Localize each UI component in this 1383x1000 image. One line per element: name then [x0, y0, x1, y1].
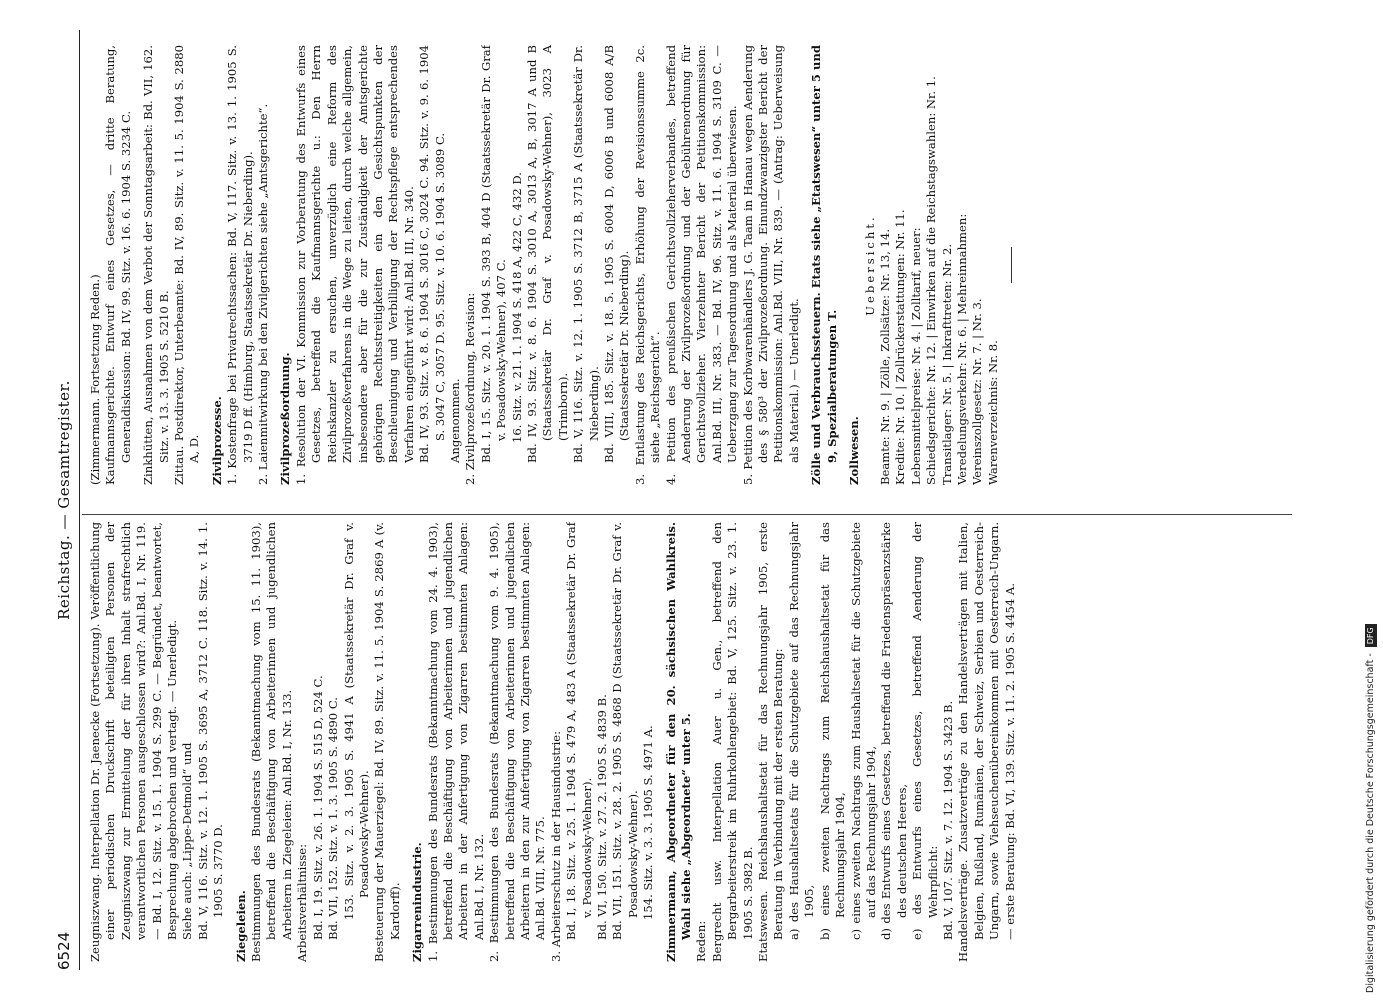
citation: Bd. I, 18. Sitz. v. 25. 1. 1904 S. 479 A, 483 A (Staatssekretär Dr. Graf v. Posadowsky-Wehner). [564, 522, 594, 940]
overview-row: Vereinszollgesetz: Nr. 7. | Nr. 3. [970, 298, 985, 485]
subheading: Reden: [694, 920, 709, 962]
list-item: a) des Haushaltsetats für die Schutzgebiete auf das Rechnungsjahr 1905, [786, 522, 817, 940]
subheading: Arbeitsverhältnisse: [295, 843, 310, 962]
entry-text: Etatswesen. Reichshaushaltsetat für das Rechnungsjahr 1905, erste Beratung in Verbindung mit der ersten Beratung: [756, 522, 786, 962]
entry-zittau: Zittau. Postdirektor, Unterbeamte: Bd. IV, 89. Sitz. v. 11. 5. 1904 S. 2880 A, D. [172, 45, 202, 485]
overview-row: Beamte: Nr. 9. | Zölle, Zollsätze: Nr. 13, 14. [877, 228, 892, 485]
citation: Bd. I, 15. Sitz. v. 20. 1. 1904 S. 393 B, 404 D (Staatssekretär Dr. Graf v. Posadowsky-Wehner), 407 C. [478, 45, 509, 463]
heading-zivilprozesse: Zivilprozesse. [209, 396, 224, 485]
entry-text: Handelsverträge. Zusatzverträge zu den Handelsverträgen mit Italien, Belgien, Rußland, Rumänien, der Schweiz, Serbien und Oesterreich-Ungarn, sowie Viehseuchenübereinkommen mit Oesterreich-Ungarn. — erste Beratung: Bd. VI, 139. Sitz. v. 11. 2. 1905 S. 4454 A. [956, 522, 1017, 962]
heading-zollwesen: Zollwesen. [847, 416, 862, 485]
numbered-item: 2. Zivilprozeßordnung, Revision: [463, 292, 478, 485]
citation: Bd. V, 107. Sitz. v. 7. 12. 1904 S. 3423 B. [940, 700, 955, 940]
overview-row: Warenverzeichnis: Nr. 8. [985, 340, 1000, 485]
watermark-text: Digitalisierung gefördert durch die Deutsche Forschungsgemeinschaft - [1365, 653, 1376, 993]
entry-zinkhuetten: Zinkhütten, Ausnahmen von dem Verbot der Sonntagsarbeit: Bd. VII, 162. Sitz. v. 13. 3. 1905 S. 5210 B. [141, 45, 171, 485]
overview-row: Veredelungsverkehr: Nr. 6. | Mehreinnahmen: [954, 213, 969, 485]
continuation-heading: (Zimmermann. Fortsetzung Reden.) [88, 274, 102, 485]
numbered-item: 1. Bestimmungen des Bundesrats (Bekanntmachung vom 24. 4. 1903), betreffend die Beschäftigung von Arbeiterinnen und jugendlichen Arbeitern in der Anfertigung von Zigarren bestimmten Anlagen: Anl.Bd. I, Nr. 132. [425, 522, 486, 962]
status-text: Angenommen. [447, 378, 462, 463]
citation: Bd. VII, 151. Sitz. v. 28. 2. 1905 S. 4868 D (Staatssekretär Dr. Graf v. Posadowsky-Wehner). [610, 522, 640, 940]
overview-row: Schiedsgerichte: Nr. 12. | Einwirken auf die Reichstagswahlen: Nr. 1. [924, 76, 939, 485]
numbered-item: 2. Laienmitwirkung bei den Zivilgerichten siehe „Amtsgerichte“. [256, 103, 271, 485]
numbered-item: 1. Resolution der VI. Kommission zur Vorberatung des Entwurfs eines Gesetzes, betreffend die Kaufmannsgerichte u.: Den Herrn Reichskanzler zu ersuchen, unverzüglich eine Reform des Zivilprozeßverfahrens in die Wege zu leiten, durch welche allgemein, insbesondere aber für die zur Zuständigkeit der Amtsgerichte gehörigen Rechtsstreitigkeiten ein den Gesichtspunkten der Beschleunigung und Verbilligung der Rechtspflege entsprechendes Verfahren eingeführt wird: Anl.Bd. III, Nr. 340. [293, 45, 416, 485]
page-title: Reichstag. — Gesamtregister. [55, 380, 73, 620]
overview-heading: Uebersicht. [862, 214, 877, 316]
numbered-item: 3. Entlastung des Reichsgerichts, Erhöhung der Revisionssumme 2c. siehe „Reichsgericht“. [632, 45, 663, 485]
citation: Bd. V, 116. Sitz. v. 12. 1. 1905 S. 3695 A, 3712 C. 118. Sitz. v. 14. 1. 1905 S. 3770 D. [195, 522, 226, 940]
citation: 154. Sitz. v. 3. 3. 1905 S. 4971 A. [641, 725, 656, 920]
entry-text: Besteuerung der Mauerziegel: Bd. IV, 89. Sitz. v. 11. 5. 1904 S. 2869 A (v. Kardorff). [372, 522, 402, 962]
citation: Bd. VIII, 185. Sitz. v. 18. 5. 1905 S. 6004 D, 6006 B und 6008 A/B (Staatssekretär Dr. Nieberding). [602, 45, 632, 463]
page-header [55, 30, 80, 970]
overview-row: Transitlager: Nr. 5. | Inkrafttreten: Nr. 2. [939, 243, 954, 485]
entry-zeugniszwang: Zeugniszwang. Interpellation Dr. Jaenecke (Fortsetzung). Veröffentlichung einer periodischen Druckschrift beteiligten Personen der Zeugniszwang zur Ermittelung der für ihren Inhalt strafrechtlich verantwortlichen Personen ausgeschlossen wird?: Anl.Bd. I, Nr. 119. — Bd. I, 12. Sitz. v. 15. 1. 1904 S. 299 C. — Begründet, beantwortet, Besprechung abgebrochen und vertagt. — Unerledigt. [88, 522, 180, 962]
entry-zoelle: Zölle und Verbrauchssteuern. Etats siehe „Etatswesen“ unter 5 und 9, Spezialberatungen T. [809, 45, 839, 485]
overview-row: Kredite: Nr. 10. | Zollrückerstattungen: Nr. 11. [893, 209, 908, 485]
citation: Bd. IV, 93. Sitz. v. 8. 6. 1904 S. 3010 A, 3013 A, B, 3017 A und B (Staatssekretär Dr. Graf v. Posadowsky-Wehner), 3023 A (Trimborn). [524, 45, 570, 463]
heading-zivilprozessordnung: Zivilprozeßordnung. [278, 352, 293, 485]
citation: 153. Sitz. v. 2. 3. 1905 S. 4941 A (Staatssekretär Dr. Graf v. Posadowsky-Wehner). [341, 522, 371, 920]
list-item: b) eines zweiten Nachtrags zum Reichshaushaltsetat für das Rechnungsjahr 1904, [817, 522, 848, 940]
list-item: c) eines zweiten Nachtrags zum Haushaltsetat für die Schutzgebiete auf das Rechnungsjahr 1904, [848, 522, 878, 940]
citation: Bd. VI, 150. Sitz. v. 27. 2. 1905 S. 4839 B. [595, 694, 609, 940]
entry-text: Kaufmannsgerichte. Entwurf eines Gesetzes, — dritte Beratung, Generaldiskussion: Bd. IV, 99. Sitz. v. 16. 6. 1904 S. 3234 C. [103, 45, 133, 485]
right-column [88, 45, 1288, 485]
numbered-item: 1. Kostenfrage bei Privatrechtssachen: Bd. V, 117. Sitz. v. 13. 1. 1905 S. 3719 D ff. (Himburg, Staatssekretär Dr. Nieberding). [225, 45, 255, 485]
page-number: 6524 [55, 931, 73, 970]
numbered-item: 3. Arbeiterschutz in der Hausindustrie: [548, 730, 563, 962]
overview-row: Lebensmittelpreise: Nr. 4. | Zolltarif, neuer: [908, 227, 923, 485]
list-item: e) des Entwurfs eines Gesetzes, betreffend Aenderung der Wehrpflicht: [910, 522, 940, 940]
entry-zimmermann: Zimmermann, Abgeordneter für den 20. sächsischen Wahlkreis. Wahl siehe „Abgeordnete“ unter 5. [663, 522, 694, 962]
column-divider [82, 514, 1292, 515]
left-column [88, 522, 1288, 962]
citation: 16. Sitz. v. 21. 1. 1904 S. 418 A, 422 C, 432 D. [509, 172, 524, 443]
citation: Bd. VII, 152. Sitz. v. 1. 3. 1905 S. 4890 C. [326, 697, 341, 940]
entry-text: Bergrecht usw. Interpellation Auer u. Gen., betreffend den Bergarbeiterstreik im Ruhrkohlengebiet: Bd. V, 125. Sitz. v. 23. 1. 1905 S. 3982 B. [709, 522, 755, 962]
entry-text: Bestimmungen des Bundesrats (Bekanntmachung vom 15. 11. 1903), betreffend die Beschäftigung von Arbeiterinnen und jugendlichen Arbeitern in Ziegeleien: Anl.Bd. I, Nr. 133. [249, 522, 294, 962]
digitization-watermark [1360, 8, 1382, 993]
citation: Bd. V, 116. Sitz. v. 12. 1. 1905 S. 3712 B, 3715 A (Staatssekretär Dr. Nieberding). [571, 45, 601, 463]
list-item: d) des Entwurfs eines Gesetzes, betreffend die Friedenspräsenzstärke des deutschen Heeres, [879, 522, 909, 940]
numbered-item: 5. Petition des Korbwarenhändlers J. G. Taam in Hanau wegen Aenderung des § 580³ der Zivilprozeßordnung. Einundzwanzigster Bericht der Petitionskommission: Anl.Bd. VIII, Nr. 839. — (Antrag: Ueberweisung als Material.) — Unerledigt. [740, 45, 801, 485]
heading-zigarrenindustrie: Zigarrenindustrie. [410, 842, 425, 962]
see-also: Siehe auch: „Lippe-Detmold“ und [180, 742, 195, 940]
dfg-logo: DFG [1365, 624, 1377, 647]
numbered-item: 4. Petition des preußischen Gerichtsvollzieherverbandes, betreffend Aenderung der Zivilprozeßordnung und der Gebührenordnung für Gerichtsvollzieher. Vierzehnter Bericht der Petitionskommission: Anl.Bd. III, Nr. 383. — Bd. IV, 96. Sitz. v. 11. 6. 1904 S. 3109 C. — Ueberzgang zur Tagesordnung und als Material überwiesen. [663, 45, 740, 485]
numbered-item: 2. Bestimmungen des Bundesrats (Bekanntmachung vom 9. 4. 1905), betreffend die Beschäftigung von Arbeiterinnen und jugendlichen Arbeitern in den zur Anfertigung von Zigarren bestimmten Anlagen: Anl.Bd. VIII, Nr. 775. [487, 522, 548, 962]
end-rule [1011, 247, 1012, 283]
heading-ziegeleien: Ziegeleien. [233, 890, 248, 962]
citation: Bd. IV, 93. Sitz. v. 8. 6. 1904 S. 3016 C, 3024 C. 94. Sitz. v. 9. 6. 1904 S. 3047 C, 3057 D. 95. Sitz. v. 10. 6. 1904 S. 3089 C. [417, 45, 447, 463]
citation: Bd. I, 19. Sitz. v. 26. 1. 1904 S. 515 D, 524 C. [310, 675, 325, 940]
